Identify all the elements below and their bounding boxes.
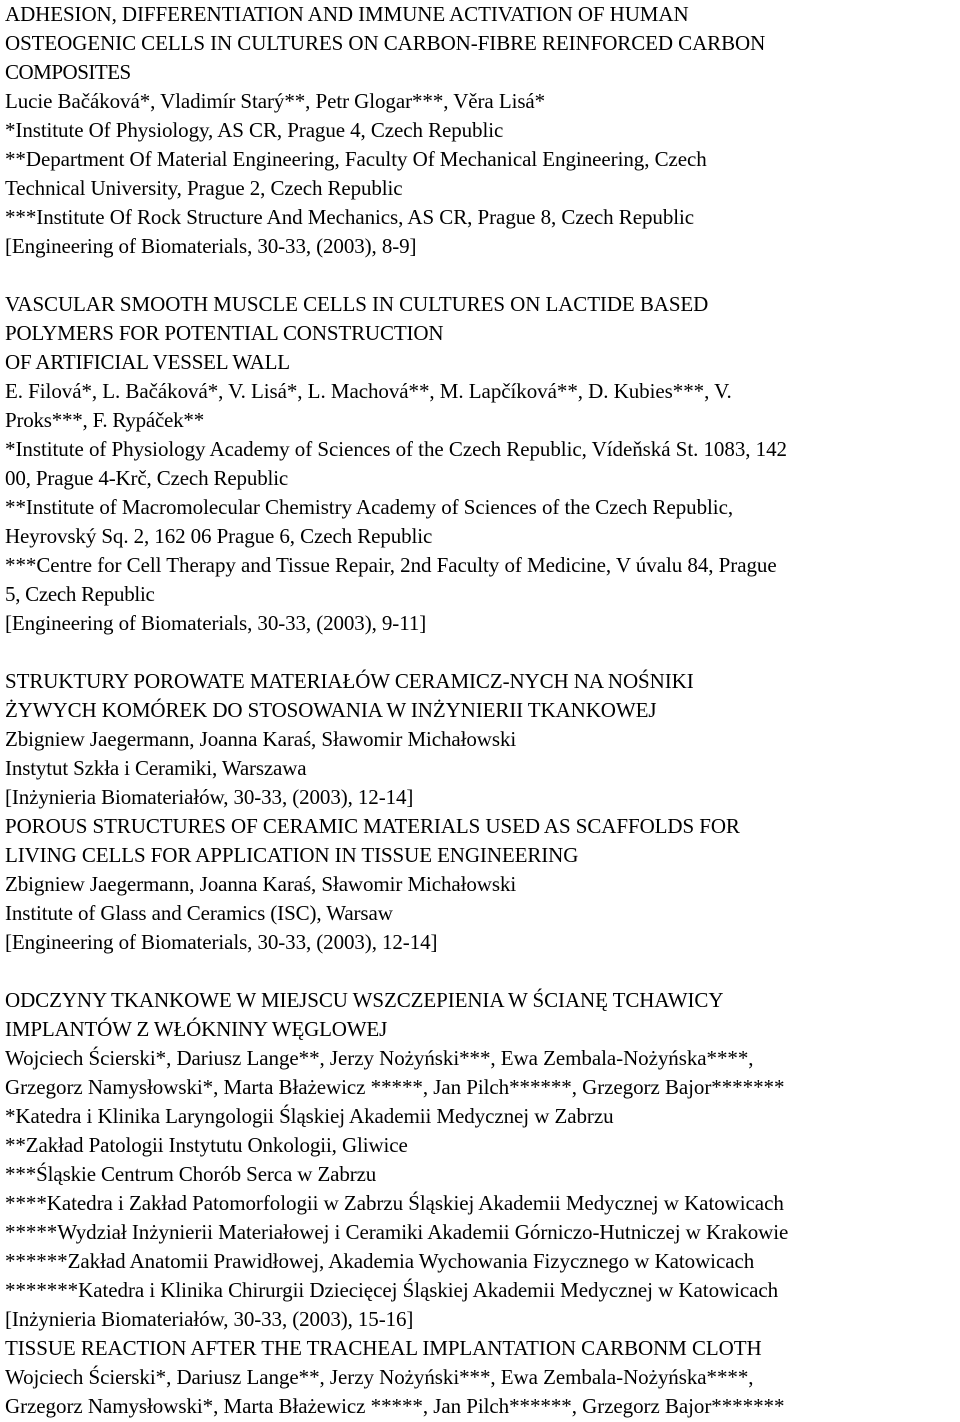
entry-citation: [Inżynieria Biomateriałów, 30-33, (2003), 12-14]	[5, 785, 414, 809]
entry-title-line: LIVING CELLS FOR APPLICATION IN TISSUE ENGINEERING	[5, 843, 579, 867]
entry-authors-line: Proks***, F. Rypáček**	[5, 408, 204, 432]
entry-affiliation-line: ***Institute Of Rock Structure And Mechanics, AS CR, Prague 8, Czech Republic	[5, 205, 695, 229]
entry-affiliation-line: ***Śląskie Centrum Chorób Serca w Zabrzu	[5, 1162, 377, 1186]
entry-title-line: IMPLANTÓW Z WŁÓKNINY WĘGLOWEJ	[5, 1017, 388, 1041]
entry-authors-line: Lucie Bačáková*, Vladimír Starý**, Petr Glogar***, Věra Lisá*	[5, 89, 546, 113]
entry-affiliation-line: **Zakład Patologii Instytutu Onkologii, Gliwice	[5, 1133, 408, 1157]
entry-affiliation-line: ******Zakład Anatomii Prawidłowej, Akademia Wychowania Fizycznego w Katowicach	[5, 1249, 755, 1273]
entry-affiliation-line: Institute of Glass and Ceramics (ISC), Warsaw	[5, 901, 393, 925]
entry-affiliation-line: 5, Czech Republic	[5, 582, 155, 606]
entry-affiliation-line: Instytut Szkła i Ceramiki, Warszawa	[5, 756, 307, 780]
entry-authors-line: Zbigniew Jaegermann, Joanna Karaś, Sławomir Michałowski	[5, 727, 517, 751]
entry-title-line: ADHESION, DIFFERENTIATION AND IMMUNE ACTIVATION OF HUMAN	[5, 2, 689, 26]
entry-title-line: OF ARTIFICIAL VESSEL WALL	[5, 350, 290, 374]
entry-title-line: OSTEOGENIC CELLS IN CULTURES ON CARBON-FIBRE REINFORCED CARBON	[5, 31, 766, 55]
entry-title-line: COMPOSITES	[5, 60, 131, 84]
entry-authors-line: Zbigniew Jaegermann, Joanna Karaś, Sławomir Michałowski	[5, 872, 517, 896]
abstract-entry-3	[5, 667, 960, 812]
entry-authors-line: Grzegorz Namysłowski*, Marta Błażewicz *****, Jan Pilch******, Grzegorz Bajor*******	[5, 1394, 785, 1418]
abstract-entry-6	[5, 1334, 960, 1421]
abstract-entry-2	[5, 290, 960, 638]
entry-authors-line: E. Filová*, L. Bačáková*, V. Lisá*, L. Machová**, M. Lapčíková**, D. Kubies***, V.	[5, 379, 732, 403]
entry-affiliation-line: *Katedra i Klinika Laryngologii Śląskiej Akademii Medycznej w Zabrzu	[5, 1104, 614, 1128]
entry-authors-line: Grzegorz Namysłowski*, Marta Błażewicz *****, Jan Pilch******, Grzegorz Bajor*******	[5, 1075, 785, 1099]
entry-title-line: POLYMERS FOR POTENTIAL CONSTRUCTION	[5, 321, 444, 345]
entry-affiliation-line: Heyrovský Sq. 2, 162 06 Prague 6, Czech Republic	[5, 524, 433, 548]
entry-affiliation-line: ***Centre for Cell Therapy and Tissue Repair, 2nd Faculty of Medicine, V úvalu 84, Prague	[5, 553, 777, 577]
entry-citation: [Engineering of Biomaterials, 30-33, (2003), 8-9]	[5, 234, 417, 258]
entry-title-line: TISSUE REACTION AFTER THE TRACHEAL IMPLANTATION CARBONM CLOTH	[5, 1336, 762, 1360]
entry-affiliation-line: Technical University, Prague 2, Czech Republic	[5, 176, 403, 200]
entry-title-line: STRUKTURY POROWATE MATERIAŁÓW CERAMICZ-NYCH NA NOŚNIKI	[5, 669, 694, 693]
entry-title-line: POROUS STRUCTURES OF CERAMIC MATERIALS USED AS SCAFFOLDS FOR	[5, 814, 740, 838]
entry-affiliation-line: **Department Of Material Engineering, Faculty Of Mechanical Engineering, Czech	[5, 147, 707, 171]
entry-title-line: ODCZYNY TKANKOWE W MIEJSCU WSZCZEPIENIA W ŚCIANĘ TCHAWICY	[5, 988, 724, 1012]
entry-authors-line: Wojciech Ścierski*, Dariusz Lange**, Jerzy Nożyński***, Ewa Zembala-Nożyńska****,	[5, 1046, 754, 1070]
entry-affiliation-line: *******Katedra i Klinika Chirurgii Dziecięcej Śląskiej Akademii Medycznej w Katowicach	[5, 1278, 779, 1302]
entry-affiliation-line: *****Wydział Inżynierii Materiałowej i Ceramiki Akademii Górniczo-Hutniczej w Krakowie	[5, 1220, 789, 1244]
entry-affiliation-line: 00, Prague 4-Krč, Czech Republic	[5, 466, 289, 490]
entry-citation: [Engineering of Biomaterials, 30-33, (2003), 9-11]	[5, 611, 427, 635]
abstract-entry-5	[5, 986, 960, 1334]
abstract-entry-4	[5, 812, 960, 957]
entry-citation: [Inżynieria Biomateriałów, 30-33, (2003), 15-16]	[5, 1307, 414, 1331]
entry-authors-line: Wojciech Ścierski*, Dariusz Lange**, Jerzy Nożyński***, Ewa Zembala-Nożyńska****,	[5, 1365, 754, 1389]
abstract-entry-1	[5, 0, 960, 261]
entry-citation: [Engineering of Biomaterials, 30-33, (2003), 12-14]	[5, 930, 438, 954]
entry-title-line: ŻYWYCH KOMÓREK DO STOSOWANIA W INŻYNIERII TKANKOWEJ	[5, 698, 657, 722]
entry-title-line: VASCULAR SMOOTH MUSCLE CELLS IN CULTURES ON LACTIDE BASED	[5, 292, 709, 316]
entry-affiliation-line: **Institute of Macromolecular Chemistry Academy of Sciences of the Czech Republic,	[5, 495, 734, 519]
entry-affiliation-line: *Institute Of Physiology, AS CR, Prague 4, Czech Republic	[5, 118, 504, 142]
entry-affiliation-line: *Institute of Physiology Academy of Sciences of the Czech Republic, Vídeňská St. 1083, 142	[5, 437, 787, 461]
entry-affiliation-line: ****Katedra i Zakład Patomorfologii w Zabrzu Śląskiej Akademii Medycznej w Katowicach	[5, 1191, 784, 1215]
